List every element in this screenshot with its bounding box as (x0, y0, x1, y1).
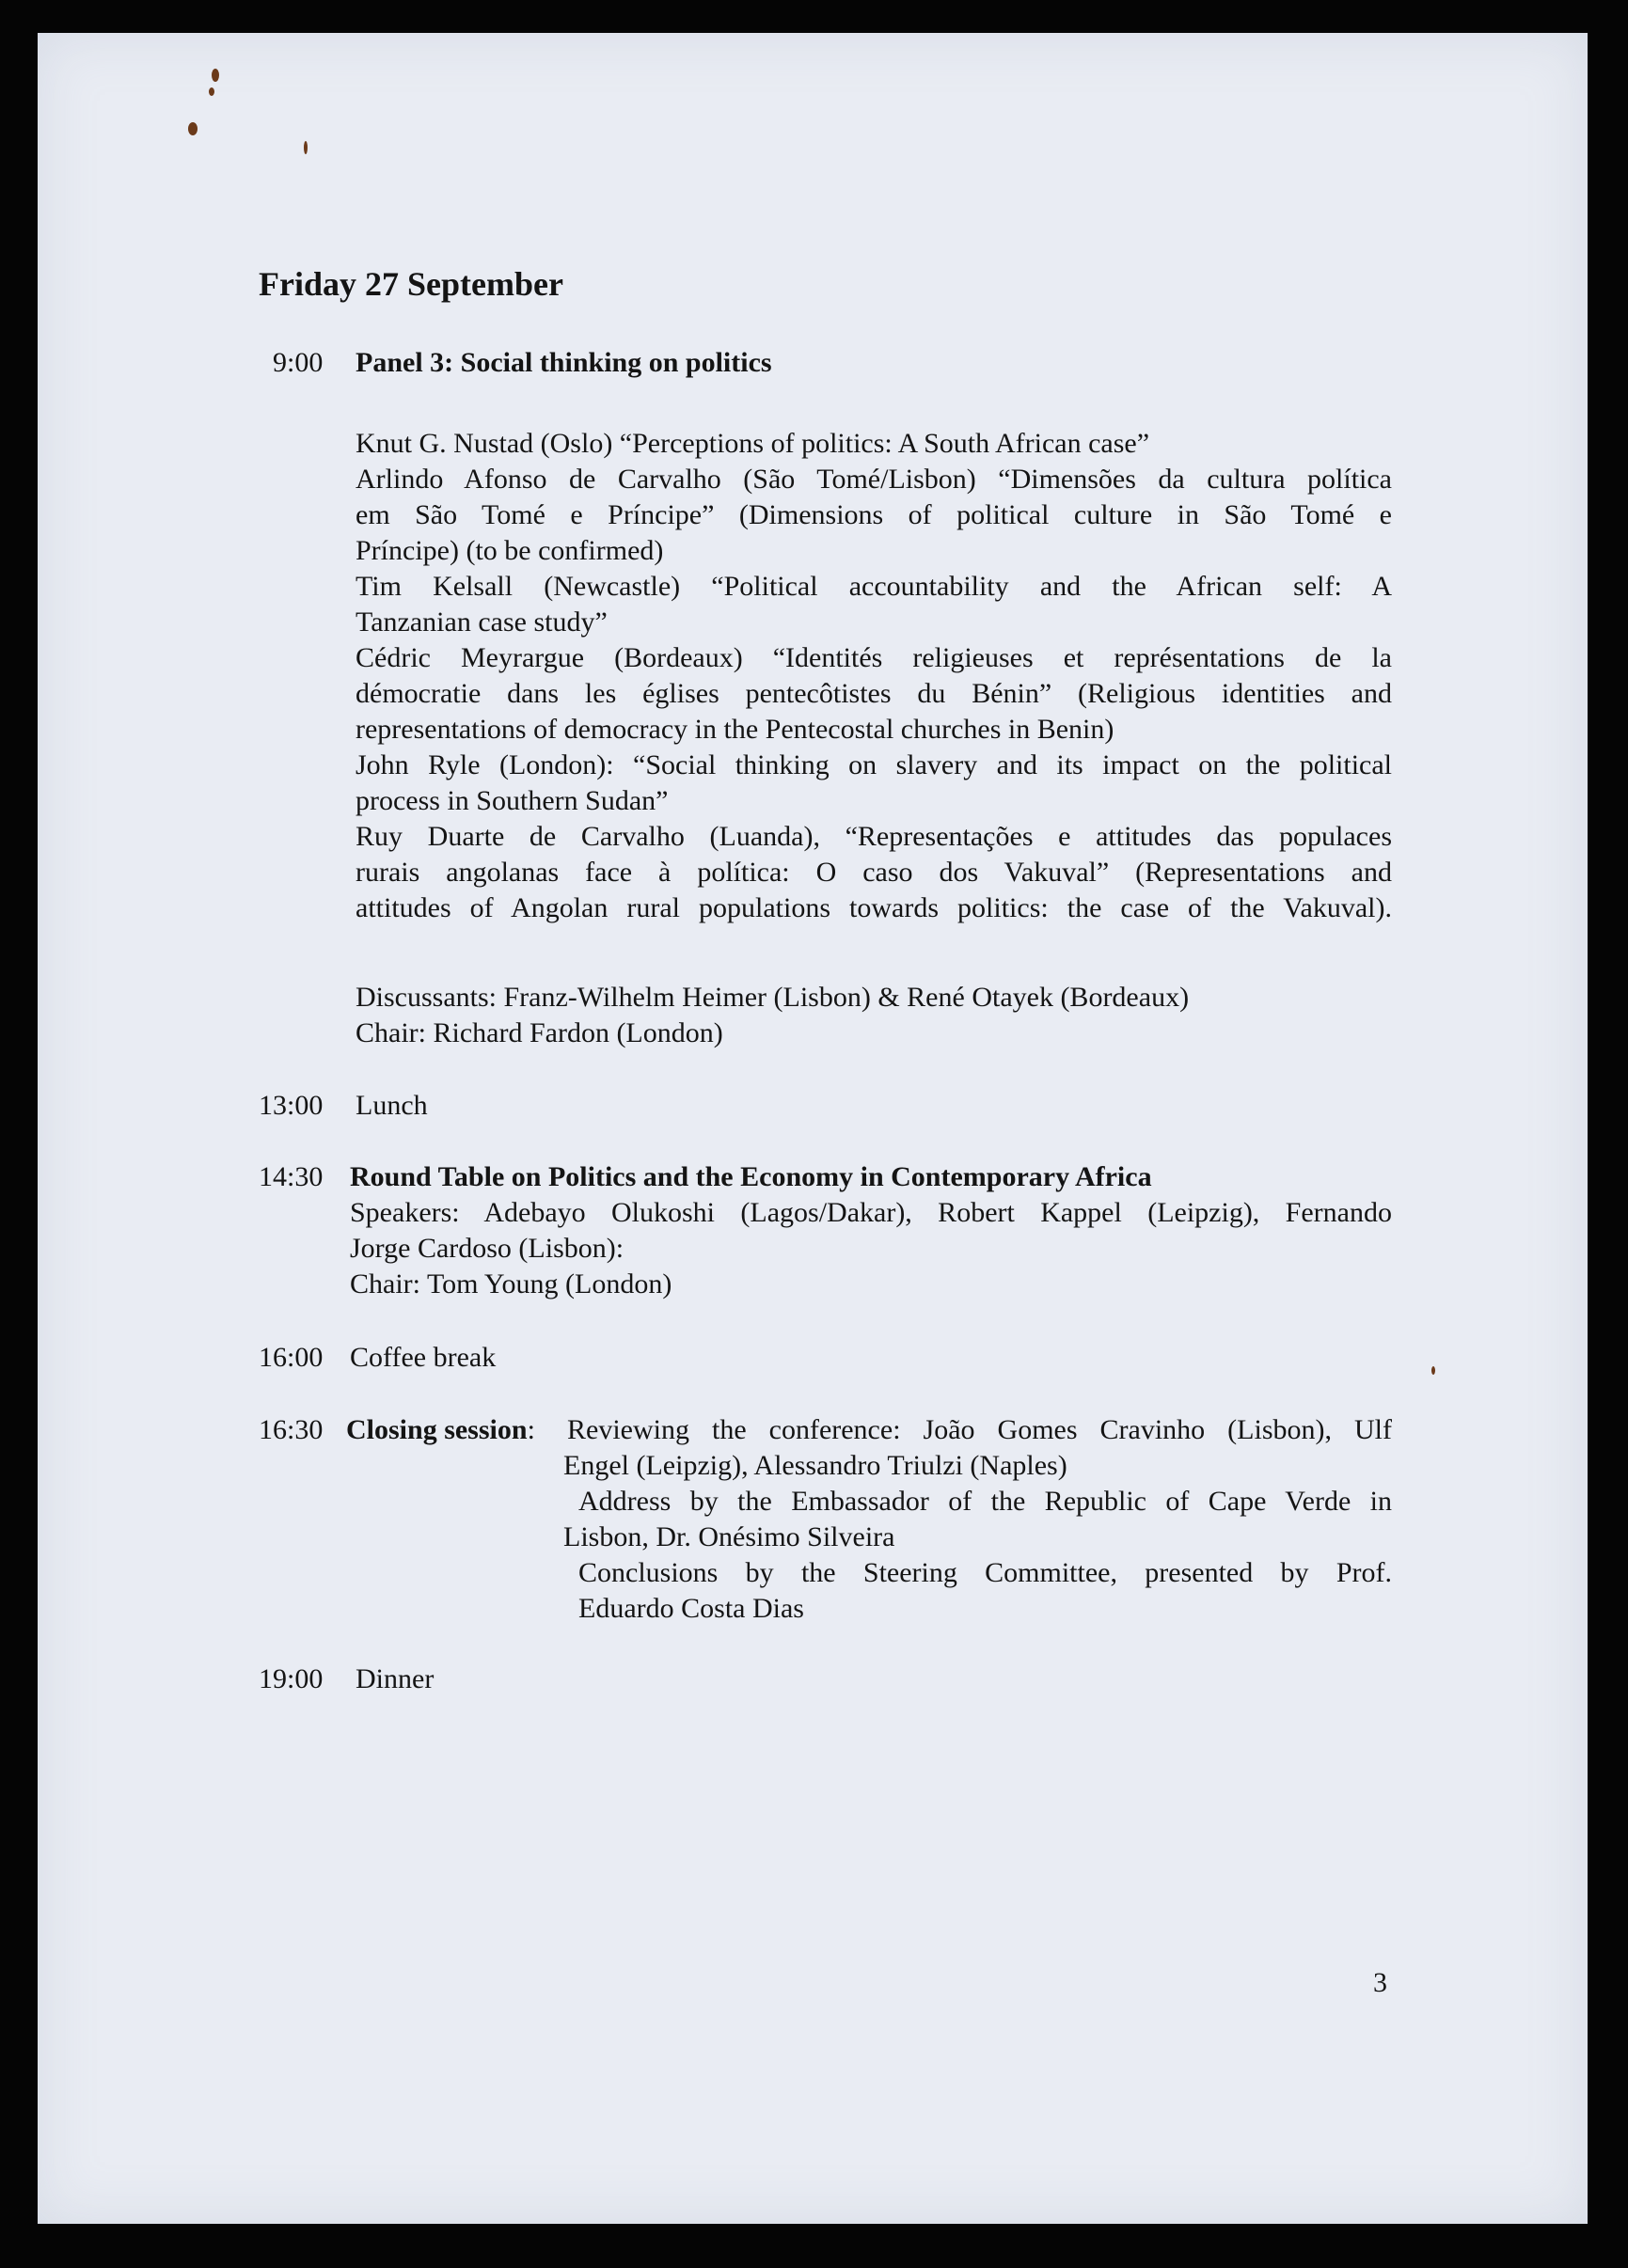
page-number: 3 (1373, 1967, 1387, 1998)
roundtable-details (350, 1195, 1392, 1302)
day-title: Friday 27 September (259, 265, 563, 303)
panel3-papers (356, 426, 1392, 926)
paper-line: em São Tomé e Príncipe” (Dimensions of political culture in São Tomé e (356, 499, 1392, 530)
closing-line: Engel (Leipzig), Alessandro Triulzi (Naples) (563, 1450, 1067, 1481)
paper-line: Tanzanian case study” (356, 606, 608, 638)
dinner-time: 19:00 (259, 1663, 324, 1694)
paper-line: attitudes of Angolan rural populations towards politics: the case of the Vakuval). (356, 892, 1392, 923)
closing-time: 16:30 (259, 1414, 324, 1445)
lunch-time: 13:00 (259, 1090, 324, 1121)
roundtable-title: Round Table on Politics and the Economy in Contemporary Africa (350, 1161, 1152, 1192)
roundtable-chair: Chair: Tom Young (London) (350, 1268, 672, 1299)
paper-line: rurais angolanas face à política: O caso dos Vakuval” (Representations and (356, 857, 1392, 888)
panel3-discussants: Discussants: Franz-Wilhelm Heimer (Lisbon) & René Otayek (Bordeaux) (356, 982, 1190, 1013)
paper-line: Cédric Meyrargue (Bordeaux) “Identités religieuses et représentations de la (356, 642, 1392, 673)
closing-line: Eduardo Costa Dias (578, 1593, 804, 1624)
closing-colon: : (527, 1414, 535, 1445)
closing-line: Address by the Embassador of the Republic of Cape Verde in (578, 1486, 1392, 1517)
panel3-time: 9:00 (273, 347, 324, 378)
closing-items (563, 1412, 1392, 1627)
paper-line: Arlindo Afonso de Carvalho (São Tomé/Lisbon) “Dimensões da cultura política (356, 464, 1392, 495)
closing-line: Reviewing the conference: João Gomes Cravinho (Lisbon), Ulf (567, 1414, 1392, 1445)
closing-heading (346, 1412, 535, 1448)
speakers-line: Speakers: Adebayo Olukoshi (Lagos/Dakar), Robert Kappel (Leipzig), Fernando (350, 1197, 1392, 1228)
document-page (38, 33, 1588, 2224)
paper-line: Ruy Duarte de Carvalho (Luanda), “Representações e attitudes das populaces (356, 821, 1392, 852)
panel3-title: Panel 3: Social thinking on politics (356, 347, 772, 378)
lunch-label: Lunch (356, 1090, 428, 1121)
coffee-time: 16:00 (259, 1342, 324, 1373)
paper-line: John Ryle (London): “Social thinking on slavery and its impact on the political (356, 749, 1392, 780)
paper-line: Príncipe) (to be confirmed) (356, 535, 664, 566)
closing-line: Lisbon, Dr. Onésimo Silveira (563, 1521, 895, 1552)
closing-title: Closing session (346, 1414, 528, 1445)
roundtable-time: 14:30 (259, 1161, 324, 1192)
panel3-chair: Chair: Richard Fardon (London) (356, 1017, 723, 1048)
paper-line: démocratie dans les églises pentecôtistes du Bénin” (Religious identities and (356, 678, 1392, 709)
coffee-label: Coffee break (350, 1342, 497, 1373)
dinner-label: Dinner (356, 1663, 435, 1694)
speakers-line: Jorge Cardoso (Lisbon): (350, 1233, 624, 1264)
paper-line: Knut G. Nustad (Oslo) “Perceptions of politics: A South African case” (356, 428, 1150, 459)
closing-line: Conclusions by the Steering Committee, presented by Prof. (578, 1557, 1392, 1588)
paper-line: Tim Kelsall (Newcastle) “Political accountability and the African self: A (356, 571, 1392, 602)
paper-line: representations of democracy in the Pentecostal churches in Benin) (356, 714, 1114, 745)
paper-line: process in Southern Sudan” (356, 785, 669, 816)
